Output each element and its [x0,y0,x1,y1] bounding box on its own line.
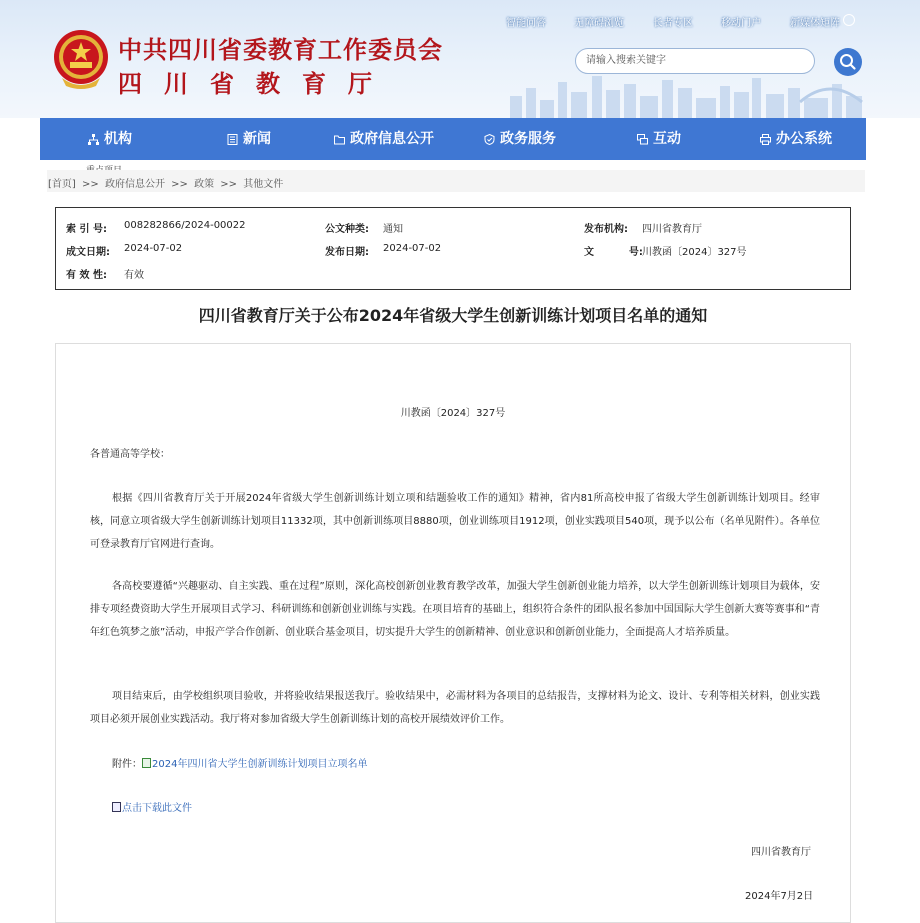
download-link[interactable]: 点击下载此文件 [122,803,192,814]
breadcrumb [48,175,286,190]
top-link-mobile[interactable]: 移动门户 [721,18,761,29]
breadcrumb-gov-info[interactable]: 政府信息公开 [104,179,165,190]
new-media-icon[interactable] [843,14,855,26]
nav-item-news[interactable] [227,118,271,160]
nav-label: 新闻 [243,131,271,147]
top-link-accessibility[interactable]: 无障碍浏览 [574,18,624,29]
doc-number-value: 川教函〔2024〕327号 [642,247,747,258]
top-link-smart-qa[interactable]: 智能问答 [506,18,546,29]
nav-item-office-system[interactable] [760,118,832,160]
article-paragraph-1: 根据《四川省教育厅关于开展2024年省级大学生创新训练计划立项和结题验收工作的通知》精神，省内81所高校申报了省级大学生创新训练计划项目。经审核，同意立项省级大学生创新训练计划项目11332项，其中创新训练项目8880项，创业训练项目1912项，创业实践项目540项，现予以公布（名单见附件）。各单位可登录教育厅官网进行查询。 [90,493,820,550]
folder-icon [334,134,345,145]
subnav-fragment [86,163,122,170]
breadcrumb-separator: >> [82,179,99,190]
article-title: 四川省教育厅关于公布2024年省级大学生创新训练计划项目名单的通知 [198,306,708,325]
doc-number-label: 文 号: [584,247,643,258]
nav-label: 机构 [104,131,132,147]
index-label: 索 引 号: [66,224,107,235]
type-label: 公文种类: [325,224,369,235]
top-links [480,14,860,32]
spreadsheet-file-icon [142,758,151,768]
article-doc-number: 川教函〔2024〕327号 [400,408,506,419]
nav-label: 政务服务 [500,131,556,147]
search-button[interactable] [834,48,862,76]
document-metadata-table [55,207,851,290]
attachment-label: 附件： [112,759,142,770]
nav-label: 政府信息公开 [350,131,434,147]
validity-label: 有 效 性: [66,270,107,281]
nav-label: 互动 [653,131,681,147]
breadcrumb-policy[interactable]: 政策 [194,179,215,190]
download-line [112,799,192,814]
nav-item-gov-info[interactable] [334,118,434,160]
article-paragraph-2: 各高校要遵循“兴趣驱动、自主实践、重在过程”原则，深化高校创新创业教育教学改革，加强大学生创新创业能力培养，以大学生创新训练计划项目为载体，安排专项经费资助大学生开展项目式学习、科研训练和创新创业训练与实践。在项目培育的基础上，组织符合条件的团队报名参加中国国际大学生创新大赛等赛事和“青年红色筑梦之旅”活动，申报产学合作创新、创业联合基金项目，切实提升大学生的创新精神、创业意识和创新创业能力，全面提高人才培养质量。 [90,581,820,638]
issuer-value: 四川省教育厅 [642,224,702,235]
attachment-line [112,755,367,770]
article-signature: 四川省教育厅 [751,847,811,858]
org-name-line-2: 四川省教育厅 [118,69,394,98]
printer-icon [760,134,771,145]
search-icon [834,48,862,76]
attachment-link[interactable]: 2024年四川省大学生创新训练计划项目立项名单 [152,759,368,770]
nav-item-interaction[interactable] [637,118,681,160]
shield-check-icon [484,134,495,145]
article-salutation: 各普通高等学校： [90,449,170,460]
top-link-elderly[interactable]: 长者专区 [653,18,693,29]
article-paragraph-3: 项目结束后，由学校组织项目验收，并将验收结果报送我厅。验收结果中，必需材料为各项目的总结报告，支撑材料为论文、设计、专利等相关材料，创业实践项目必须开展创业实践活动。我厅将对参加省级大学生创新训练计划的高校开展绩效评价工作。 [90,691,820,725]
published-date-value: 2024-07-02 [383,243,442,254]
nav-item-institutions[interactable] [88,118,132,160]
validity-value: 有效 [124,270,144,281]
published-date-label: 发布日期: [325,247,369,258]
breadcrumb-home[interactable]: [首页] [48,179,76,190]
news-icon [227,134,238,145]
breadcrumb-separator: >> [171,179,188,190]
site-header [0,0,920,118]
download-file-icon [112,802,121,812]
chat-icon [637,134,648,145]
issuer-label: 发布机构: [584,224,628,235]
type-value: 通知 [383,224,403,235]
nav-label: 办公系统 [776,131,832,147]
breadcrumb-separator: >> [220,179,238,190]
breadcrumb-other-docs[interactable]: 其他文件 [243,179,284,190]
top-link-new-media[interactable]: 新媒体矩阵 [790,18,840,29]
org-chart-icon [88,134,99,145]
index-value: 008282866/2024-00022 [124,220,246,231]
search-input[interactable]: 请输入搜索关键字 [575,48,815,74]
written-date-value: 2024-07-02 [124,243,183,254]
nav-item-gov-services[interactable] [484,118,556,160]
article-date: 2024年7月2日 [745,891,814,902]
main-nav [40,118,866,160]
written-date-label: 成文日期: [66,247,110,258]
org-name-line-1: 中共四川省委教育工作委员会 [118,35,443,64]
national-emblem-icon [52,28,110,90]
